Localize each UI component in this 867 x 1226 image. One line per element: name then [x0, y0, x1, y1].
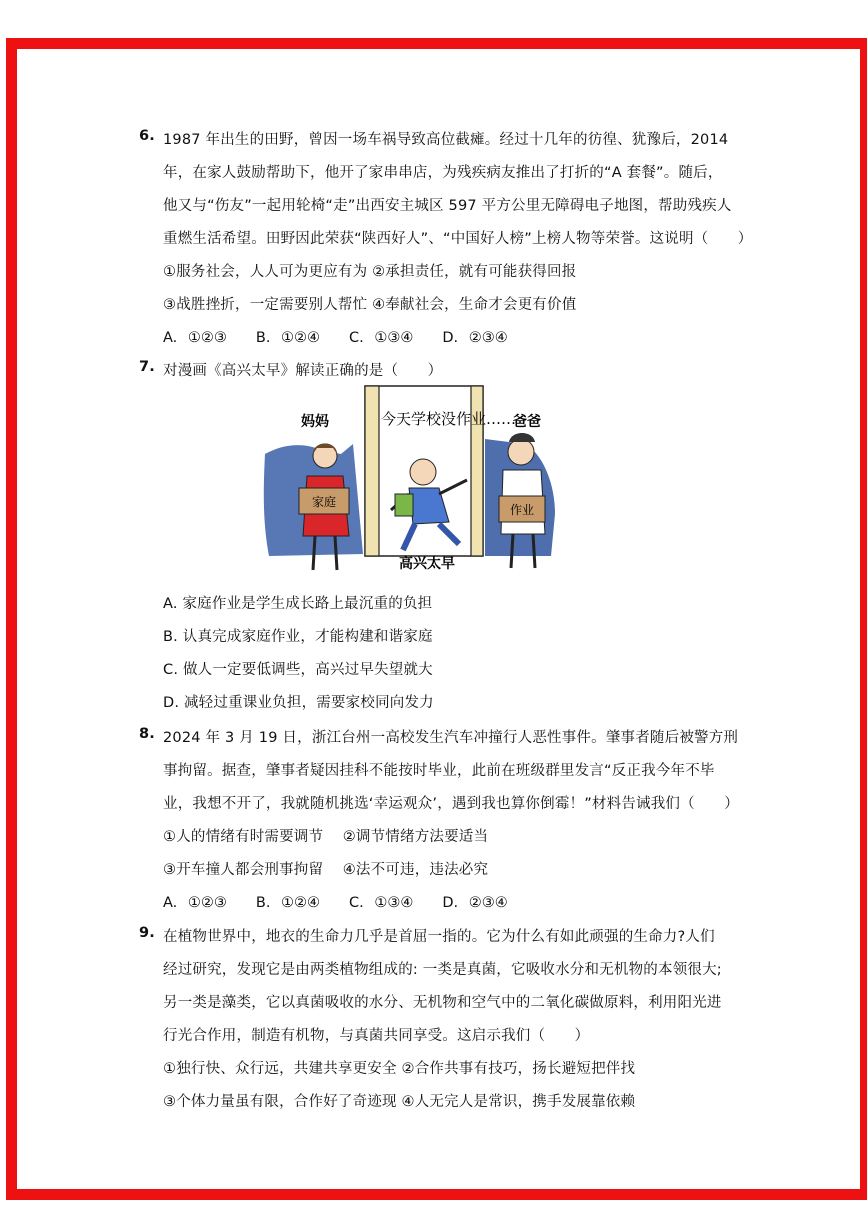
question-text-line: 重燃生活希望。田野因此荣获“陕西好人”、“中国好人榜”上榜人物等荣誉。这说明（ ）: [163, 231, 753, 247]
question-text-line: 1987 年出生的田野，曾因一场车祸导致高位截瘫。经过十几年的彷徨、犹豫后，2014: [163, 132, 729, 148]
statement-line: ③战胜挫折，一定需要别人帮忙 ④奉献社会，生命才会更有价值: [163, 297, 577, 313]
question-number: 8.: [139, 726, 155, 742]
statement-line: ①人的情绪有时需要调节 ②调节情绪方法要适当: [163, 829, 489, 845]
cartoon-illustration: [263, 384, 563, 576]
answer-options: A. ①②③ B. ①②④ C. ①③④ D. ②③④: [163, 330, 508, 346]
question-text-line: 在植物世界中，地衣的生命力几乎是首屈一指的。它为什么有如此顽强的生命力?人们: [163, 929, 715, 945]
door-left-edge: [365, 386, 379, 556]
dad-hair: [509, 433, 535, 442]
question-text-line: 他又与“伤友”一起用轮椅“走”出西安主城区 597 平方公里无障碍电子地图，帮助残疾人: [163, 198, 732, 214]
answer-option: B. 认真完成家庭作业，才能构建和谐家庭: [163, 629, 433, 645]
cartoon-caption: 高兴太早: [399, 556, 455, 572]
question-text-line: 事拘留。据查，肇事者疑因挂科不能按时毕业，此前在班级群里发言“反正我今年不毕: [163, 763, 715, 779]
question-text-line: 业，我想不开了，我就随机挑选‘幸运观众’，遇到我也算你倒霉！”材料告诫我们（ ）: [163, 796, 739, 812]
mom-label: 妈妈: [301, 414, 329, 430]
question-text-line: 2024 年 3 月 19 日，浙江台州一高校发生汽车冲撞行人恶性事件。肇事者随后被警方刑: [163, 730, 739, 746]
question-text-line: 行光合作用，制造有机物，与真菌共同享受。这启示我们（ ）: [163, 1028, 590, 1044]
answer-options: A. ①②③ B. ①②④ C. ①③④ D. ②③④: [163, 895, 508, 911]
statement-line: ③个体力量虽有限，合作好了奇迹现 ④人无完人是常识，携手发展靠依赖: [163, 1094, 636, 1110]
question-number: 9.: [139, 925, 155, 941]
statement-line: ①独行快、众行远，共建共享更安全 ②合作共事有技巧，扬长避短把伴找: [163, 1061, 636, 1077]
question-number: 7.: [139, 359, 155, 375]
statement-line: ③开车撞人都会刑事拘留 ④法不可违，违法必究: [163, 862, 489, 878]
child-head: [410, 459, 436, 485]
question-text-line: 另一类是藻类，它以真菌吸收的水分、无机物和空气中的二氧化碳做原料，利用阳光进: [163, 995, 722, 1011]
question-text-line: 年，在家人鼓励帮助下，他开了家串串店，为残疾病友推出了打折的“A 套餐”。随后，: [163, 165, 723, 181]
mom-box-label: 家庭: [311, 495, 337, 509]
question-number: 6.: [139, 128, 155, 144]
child-backpack: [395, 494, 413, 516]
dad-label: 爸爸: [513, 414, 541, 430]
question-text-line: 对漫画《高兴太早》解读正确的是（ ）: [163, 363, 443, 379]
question-text-line: 经过研究，发现它是由两类植物组成的: 一类是真菌，它吸收水分和无机物的本领很大;: [163, 962, 722, 978]
speech-text: 今天学校没作业……: [381, 410, 517, 428]
answer-option: D. 减轻过重课业负担，需要家校同向发力: [163, 695, 434, 711]
dad-head: [508, 439, 534, 465]
answer-option: A. 家庭作业是学生成长路上最沉重的负担: [163, 596, 433, 612]
dad-box-label: 作业: [509, 503, 535, 517]
answer-option: C. 做人一定要低调些，高兴过早失望就大: [163, 662, 433, 678]
statement-line: ①服务社会，人人可为更应有为 ②承担责任，就有可能获得回报: [163, 264, 577, 280]
cartoon-svg: [263, 384, 563, 576]
